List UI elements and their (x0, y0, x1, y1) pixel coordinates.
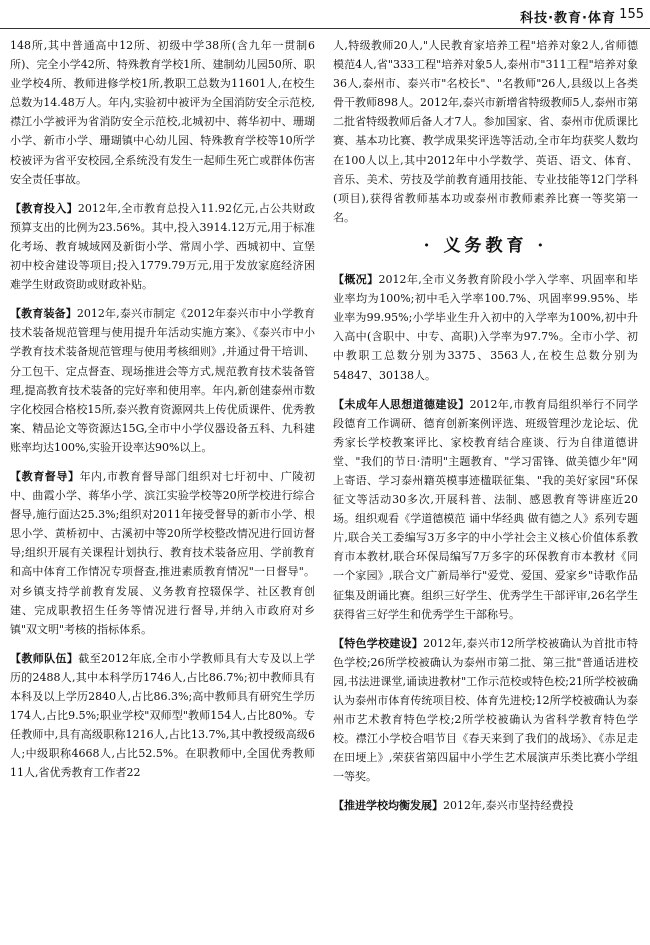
paragraph-continued: 148所,其中普通高中12所、初级中学38所(含九年一贯制6所)、完全小学42所、特殊教育学校1所、建制幼儿园50所、职业学校4所、教师进修学校1所,教职工总数为11601人,在校生总数为14.48万人。年内,实验初中被评为全国消防安全示范校,襟江小学被评为省消防安全示范校,北城初中、蒋华初中、珊瑚小学、新市小学、珊瑚镇中心幼儿园、特殊教育学校等10所学校被评为省平安校园,全系统没有发生一起师生死亡或群体伤害安全责任事故。 (10, 39, 315, 186)
section-heading: 【教育投入】 (10, 201, 78, 215)
section-heading: 【特色学校建设】 (333, 636, 424, 650)
paragraph-teacher-team: 【教师队伍】截至2012年底,全市小学教师具有大专及以上学历的2488人,其中本科学历1746人,占比86.7%;初中教师具有本科及以上学历2840人,占比86.3%;高中教师具有研究生学历174人,占比9.5%;职业学校"双师型"教师154人,占比80%。专任教师中,具有高级职称1216人,占比13.7%,其中教授级高级6人;中级职称4668人,占比52.5%。在职教师中,全国优秀教师11人,省优秀教育工作者22 (10, 651, 315, 780)
section-heading: 【未成年人思想道德建设】 (333, 397, 470, 411)
paragraph-moral-education: 【未成年人思想道德建设】2012年,市教育局组织举行不同学段德育工作调研、德育创新案例评选、班级管理沙龙论坛、优秀家长学校教案评比、家校教育结合座谈、行为自律道德讲堂、"我们的节日·清明"主题教育、"学习雷锋、做美德少年"网上寄语、学习泰州籍英模事迹楹联征集、"我的美好家园"环保征文等活动30多次,开展科普、法制、感恩教育等讲座近20场。组织观看《学道德模范 诵中华经典 做有德之人》系列专题片,联合关工委编写3万多字的中小学社会主义核心价值体系教育市本教材,联合环保局编写7万多字的环保教育市本教材《同一个家园》,联合文广新局举行"爱党、爱国、爱家乡"诗歌作品征集及朗诵比赛。组织三好学生、优秀学生干部评审,26名学生获得省三好学生和优秀学生干部称号。 (333, 397, 638, 621)
section-heading: 【概况】 (333, 273, 379, 287)
paragraph-featured-schools: 【特色学校建设】2012年,泰兴市12所学校被确认为首批市特色学校;26所学校被确认为泰州市第二批、第三批"普通话进校园,书法进课堂,诵读进教材"工作示范校或特色校;21所学校被确认为泰州市体育传统项目校、体育先进校;12所学校被确认为泰州市艺术教育特色学校;2所学校被确认为省科学教育特色学校。襟江小学校合唱节目《春天来到了我们的战场》、《赤足走在田埂上》,荣获省第四届中小学生艺术展演声乐类比赛小学组一等奖。 (333, 636, 639, 784)
header-rule (0, 28, 650, 29)
paragraph-balanced-development: 【推进学校均衡发展】2012年,泰兴市坚持经费投 (333, 799, 574, 813)
left-column (10, 36, 315, 792)
right-column (333, 36, 638, 826)
section-heading: 【教育装备】 (10, 307, 77, 321)
page-header (0, 0, 650, 32)
paragraph-education-equipment: 【教育装备】2012年,泰兴市制定《2012年泰兴市中小学教育技术装备规范管理与使用提升年活动实施方案》、《泰兴市中小学教育技术装备规范管理与使用考核细则》,并通过骨干培训、分工包干、定点督查、现场推进会等方式,规范教育技术装备管理,提高教育技术装备的完好率和使用率。年内,新创建泰州市数字化校园合格校15所,泰兴教育资源网共上传优质课件、优秀教案、精品论文等资源达15G,全市中小学仪器设备五科、九科建账率均达100%,实验开设率达90%以上。 (10, 307, 316, 454)
paragraph-education-supervision: 【教育督导】年内,市教育督导部门组织对七圩初中、广陵初中、曲霞小学、蒋华小学、滨江实验学校等20所学校进行综合督导,施行面达25.3%;组织对2011年接受督导的新市小学、根思小学、黄桥初中、古溪初中等20所学校整改情况进行回访督导;组织开展有关课程计划执行、教育技术装备应用、学前教育和高中体育工作情况专项督查,推进素质教育情况"一日督导"。对乡镇支持学前教育发展、义务教育控辍保学、社区教育创建、完成职教招生任务等情况进行督导,并纳入市政府对乡镇"双文明"考核的指标体系。 (10, 469, 315, 636)
section-heading: 【教师队伍】 (10, 651, 79, 665)
section-heading: 【推进学校均衡发展】 (333, 799, 443, 813)
paragraph-overview: 【概况】2012年,全市义务教育阶段小学入学率、巩固率和毕业率均为100%;初中毛入学率100.7%、巩固率99.95%、毕业率为99.95%;小学毕业生升入初中的入学率为100%,初中升入高中(含职中、中专、高职)入学率为97.7%。全市小学、初中教职工总数分别为3375、3563人,在校生总数分别为54847、30138人。 (333, 273, 639, 382)
page-number: 155 (619, 7, 644, 22)
section-heading: 【教育督导】 (10, 469, 80, 483)
section-title-compulsory-education: · 义务教育 · (423, 235, 548, 256)
running-title: 科技·教育·体育 (520, 11, 616, 26)
paragraph-continued: 人,特级教师20人,"人民教育家培养工程"培养对象2人,省师德模范4人,省"333工程"培养对象5人,泰州市"311工程"培养对象36人,泰州市、泰兴市"名校长"、"名教师"26人,县级以上各类骨干教师898人。2012年,泰兴市新增省特级教师5人,泰州市第二批省特级教师后备人才7人。参加国家、省、泰州市优质课比赛、基本功比赛、教学成果奖评选等活动,全市年均获奖人数均在100人以上,其中2012年中小学数学、英语、语文、体育、音乐、美术、劳技及学前教育通用技能、专业技能等12门学科(项目),获得省教师基本功或泰州市教师素养比赛一等奖第一名。 (333, 39, 638, 224)
paragraph-education-investment: 【教育投入】2012年,全市教育总投入11.92亿元,占公共财政预算支出的比例为23.56%。其中,投入3914.12万元,用于标准化考场、教育城域网及新街小学、常周小学、西城初中、宣堡初中校舍建设等项目;投入1779.79万元,用于发放家庭经济困难学生财政资助或财政补贴。 (10, 201, 316, 292)
